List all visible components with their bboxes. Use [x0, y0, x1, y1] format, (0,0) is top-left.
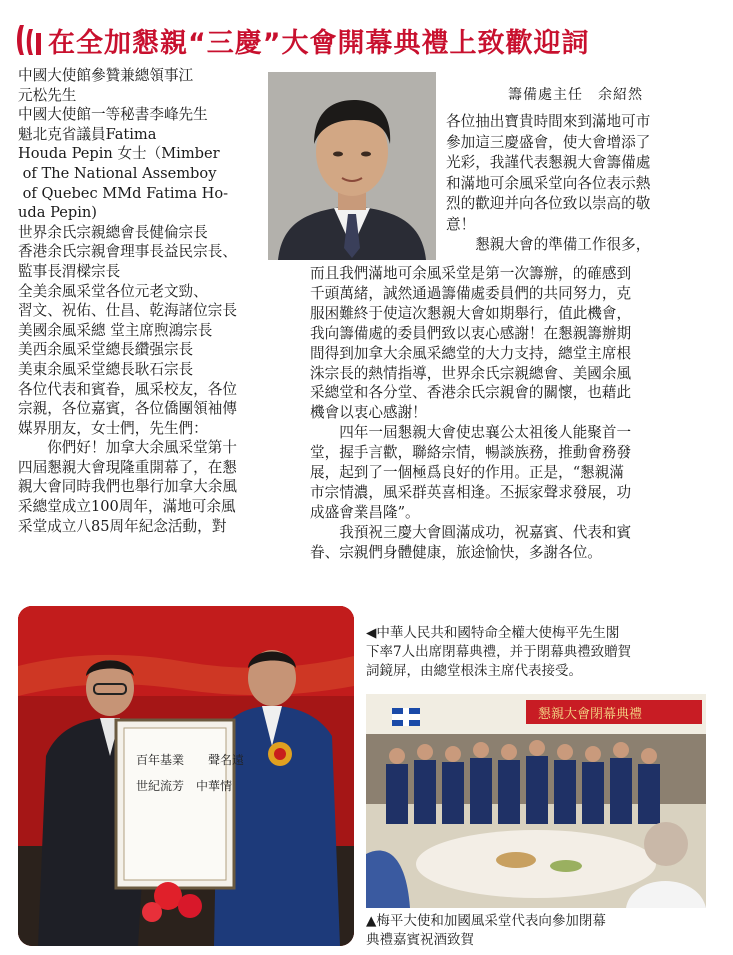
- text-line: of The National Assemboy: [18, 164, 217, 182]
- text-line: 中國大使館參贊兼總領事江: [18, 67, 194, 84]
- text-line: 四屆懇親大會現隆重開幕了，在懇: [18, 458, 237, 476]
- text-line: 展，起到了一個極爲良好的作用。正是，“懇親滿: [310, 464, 624, 482]
- text-line: 各位代表和賓眷，風采校友，各位: [18, 380, 237, 398]
- text-line: 四年一屆懇親大會使忠襄公太祖後人能聚首一: [310, 424, 632, 442]
- text-line: of Quebec MMd Fatima Ho-: [18, 184, 229, 202]
- right-text-column-bottom: [310, 264, 720, 563]
- text-line: 堂，握手言歡，聯絡宗情，暢談族務，推動會務發: [310, 444, 632, 462]
- text-line: 宗親，各位嘉賓，各位僑團領袖傳: [18, 400, 237, 418]
- title-ornament-icon: [14, 21, 44, 59]
- caption-line: 詞鏡屏，由總堂根洙主席代表接受。: [366, 663, 582, 679]
- text-line: 成盛會業昌隆”。: [310, 503, 420, 521]
- text-line: 服困難終于使這次懇親大會如期舉行，值此機會，: [310, 304, 632, 322]
- text-line: 中國大使館一等秘書李峰先生: [18, 106, 208, 124]
- text-line: 采堂成立八85周年紀念活動，對: [18, 517, 227, 535]
- ceremony-scroll-photo: [18, 606, 354, 946]
- article-title: 在全加懇親“三慶”大會開幕典禮上致歡迎詞: [48, 27, 590, 59]
- caption-line: 典禮嘉賓祝酒致賀: [366, 932, 474, 948]
- text-line: 各位抽出寶貴時間來到滿地可市: [446, 113, 651, 130]
- left-text-column: [18, 66, 288, 536]
- right-text-column-top: [446, 112, 721, 256]
- text-line: 監事長渭樑宗長: [18, 262, 121, 280]
- banquet-toast-photo: [366, 694, 706, 908]
- text-line: 美國余風采總 堂主席煦鴻宗長: [18, 321, 213, 339]
- text-line: 媒界朋友，女士們，先生們：: [18, 419, 208, 437]
- portrait-illustration: [268, 72, 436, 260]
- banquet-photo-illustration: [366, 694, 706, 908]
- scroll-photo-illustration: [18, 606, 354, 946]
- text-line: 采總堂和各分堂、香港余氏宗親會的關懷，也藉此: [310, 384, 632, 402]
- photo-caption-bottom: [366, 912, 606, 950]
- banquet-banner-text: 懇親大會閉幕典禮: [538, 707, 643, 722]
- text-line: 間得到加拿大余風采總堂的大力支持，總堂主席根: [310, 344, 632, 362]
- byline: 籌備處主任 余紹然: [508, 87, 643, 103]
- text-line: 香港余氏宗親會理事長益民宗長、: [18, 243, 237, 261]
- text-line: 我向籌備處的委員們致以衷心感謝！在懇親籌辦期: [310, 324, 632, 342]
- text-line: 習文、祝佑、仕昌、乾海諸位宗長: [18, 302, 237, 320]
- scroll-calligraphy-line: 百年基業 聲名遠: [136, 753, 245, 767]
- text-line: 光彩，我謹代表懇親大會籌備處: [446, 154, 651, 171]
- text-line: 機會以衷心感謝！: [310, 404, 427, 422]
- caption-line: ▲梅平大使和加國風采堂代表向參加閉幕: [366, 913, 606, 929]
- article-title-bar: [14, 18, 714, 62]
- text-line: 親大會同時我們也舉行加拿大余風: [18, 478, 237, 496]
- text-line: 千頭萬緒，誠然通過籌備處委員們的共同努力，克: [310, 284, 632, 302]
- text-line: 世界余氏宗親總會長健倫宗長: [18, 223, 208, 241]
- text-line: 美西余風采堂總長纘强宗長: [18, 341, 194, 359]
- text-line: 眷、宗親們身體健康，旅途愉快，多謝各位。: [310, 543, 602, 561]
- text-line: 而且我們滿地可余風采堂是第一次籌辦，的確感到: [310, 265, 632, 282]
- scroll-calligraphy-line: 世紀流芳 中華情: [136, 779, 233, 793]
- author-portrait-photo: [268, 72, 436, 260]
- text-line: 和滿地可余風采堂向各位表示熱: [446, 174, 651, 192]
- text-line: 美東余風采堂總長耿石宗長: [18, 360, 194, 378]
- text-line: uda Pepin): [18, 204, 97, 222]
- text-line: 我預祝三慶大會圓滿成功，祝嘉賓、代表和賓: [310, 523, 632, 541]
- text-line: 烈的歡迎并向各位致以崇高的敬: [446, 195, 651, 212]
- text-line: 洙宗長的熱情指導，世界余氏宗親總會、美國余風: [310, 364, 632, 382]
- text-line: 元松先生: [18, 86, 77, 104]
- text-line: 意！: [446, 215, 476, 233]
- photo-caption-top: [366, 624, 631, 681]
- text-line: 全美余風采堂各位元老文勁、: [18, 282, 208, 300]
- text-line: 你們好！加拿大余風采堂第十: [18, 439, 237, 457]
- caption-line: ◀中華人民共和國特命全權大使梅平先生閣: [366, 625, 620, 641]
- text-line: 采總堂成立100周年，滿地可余風: [18, 498, 236, 516]
- caption-line: 下率7人出席閉幕典禮，并于閉幕典禮致贈賀: [366, 644, 632, 660]
- text-line: 參加這三慶盛會，使大會增添了: [446, 133, 651, 151]
- text-line: 懇親大會的準備工作很多，: [446, 236, 651, 253]
- text-line: Houda Pepin 女士（Mimber: [18, 145, 220, 163]
- text-line: 市宗情濃，風采群英喜相逢。丕振家聲求發展，功: [310, 483, 632, 501]
- text-line: 魁北克省議員Fatima: [18, 125, 157, 143]
